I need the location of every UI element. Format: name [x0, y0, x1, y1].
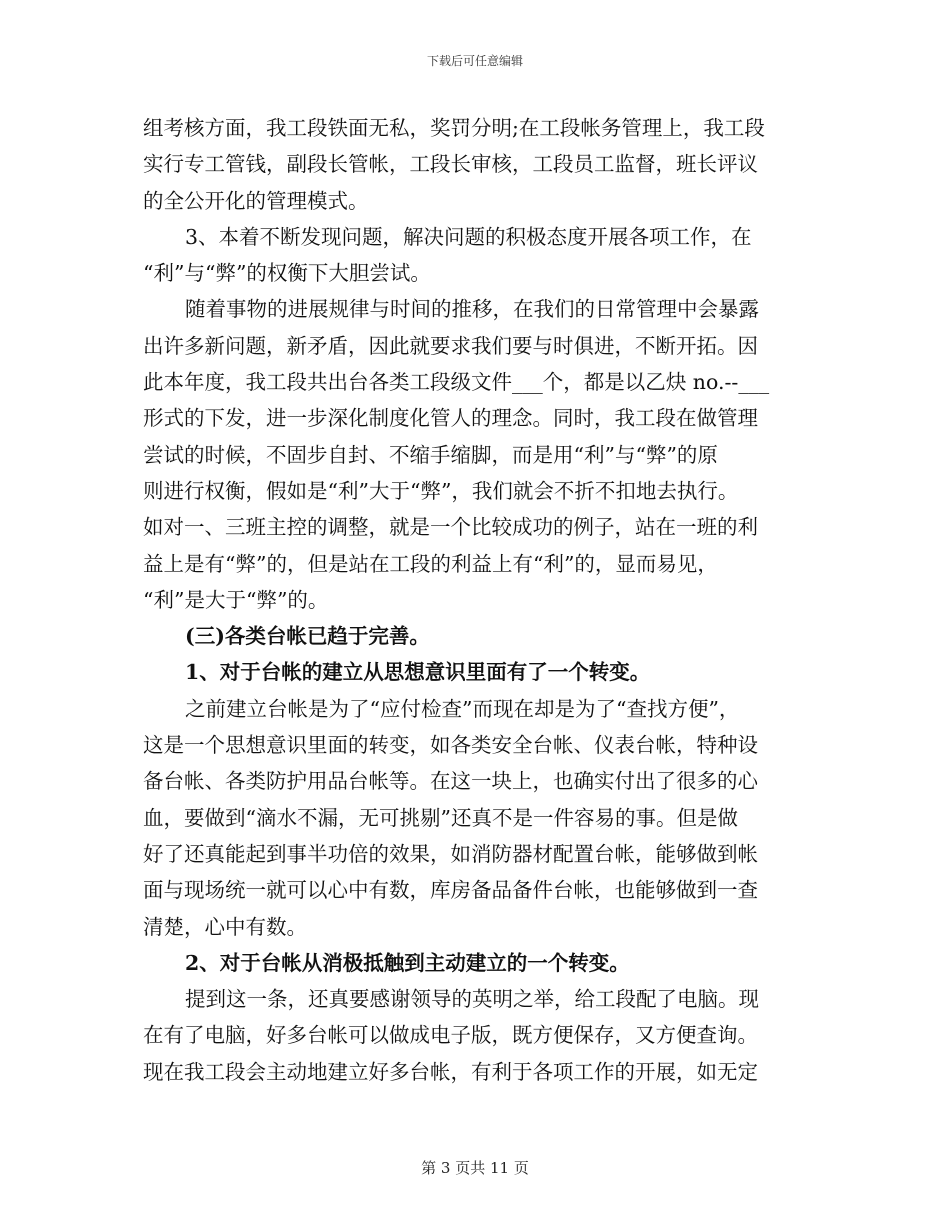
text-line: 现在我工段会主动地建立好多台帐，有利于各项工作的开展，如无定	[143, 1059, 758, 1084]
text-line: “利”与“弊”的权衡下大胆尝试。	[143, 261, 431, 286]
text-line: 实行专工管钱，副段长管帐，工段长审核，工段员工监督，班长评议	[143, 152, 758, 177]
text-line: 这是一个思想意识里面的转变，如各类安全台帐、仪表台帐，特种设	[143, 733, 758, 758]
section-heading-line: 2、对于台帐从消极抵触到主动建立的一个转变。	[185, 950, 630, 975]
text-line: 提到这一条，还真要感谢领导的英明之举，给工段配了电脑。现	[185, 987, 759, 1012]
text-line: 血，要做到“滴水不漏，无可挑剔”还真不是一件容易的事。但是做	[143, 805, 738, 830]
text-line: 尝试的时候，不固步自封、不缩手缩脚，而是用“利”与“弊”的原	[143, 442, 718, 467]
text-line: 在有了电脑，好多台帐可以做成电子版，既方便保存，又方便查询。	[143, 1023, 758, 1048]
text-line: 则进行权衡，假如是“利”大于“弊”，我们就会不折不扣地去执行。	[143, 478, 739, 503]
text-line: 清楚，心中有数。	[143, 914, 307, 939]
section-heading-line: (三)各类台帐已趋于完善。	[185, 624, 430, 649]
text-line: “利”是大于“弊”的。	[143, 587, 329, 612]
text-line: 组考核方面，我工段铁面无私，奖罚分明;在工段帐务管理上，我工段	[143, 116, 765, 140]
page-header: 下载后可任意编辑	[426, 54, 523, 68]
text-line: 好了还真能起到事半功倍的效果，如消防器材配置台帐，能够做到帐	[143, 841, 758, 866]
text-line: 随着事物的进展规律与时间的推移，在我们的日常管理中会暴露	[185, 297, 759, 322]
text-line: 之前建立台帐是为了“应付检查”而现在却是为了“查找方便”，	[185, 696, 740, 721]
text-line: 益上是有“弊”的，但是站在工段的利益上有“利”的，显而易见，	[143, 551, 718, 576]
document-body	[143, 110, 808, 1090]
text-line: 的全公开化的管理模式。	[143, 188, 369, 213]
text-line: 面与现场统一就可以心中有数，库房备品备件台帐，也能够做到一查	[143, 878, 758, 903]
section-heading-line: 1、对于台帐的建立从思想意识里面有了一个转变。	[185, 660, 651, 685]
text-line: 此本年度，我工段共出台各类工段级文件___个，都是以乙炔 no.--___	[143, 370, 770, 395]
text-line: 出许多新问题，新矛盾，因此就要求我们要与时俱进，不断开拓。因	[143, 333, 758, 358]
text-line: 如对一、三班主控的调整，就是一个比较成功的例子，站在一班的利	[143, 515, 758, 540]
text-line: 3、本着不断发现问题，解决问题的积极态度开展各项工作，在	[185, 224, 752, 249]
text-line: 形式的下发，进一步深化制度化管人的理念。同时，我工段在做管理	[143, 406, 758, 431]
page-footer: 第 3 页共 11 页	[421, 1159, 529, 1177]
text-line: 备台帐、各类防护用品台帐等。在这一块上，也确实付出了很多的心	[143, 769, 758, 794]
